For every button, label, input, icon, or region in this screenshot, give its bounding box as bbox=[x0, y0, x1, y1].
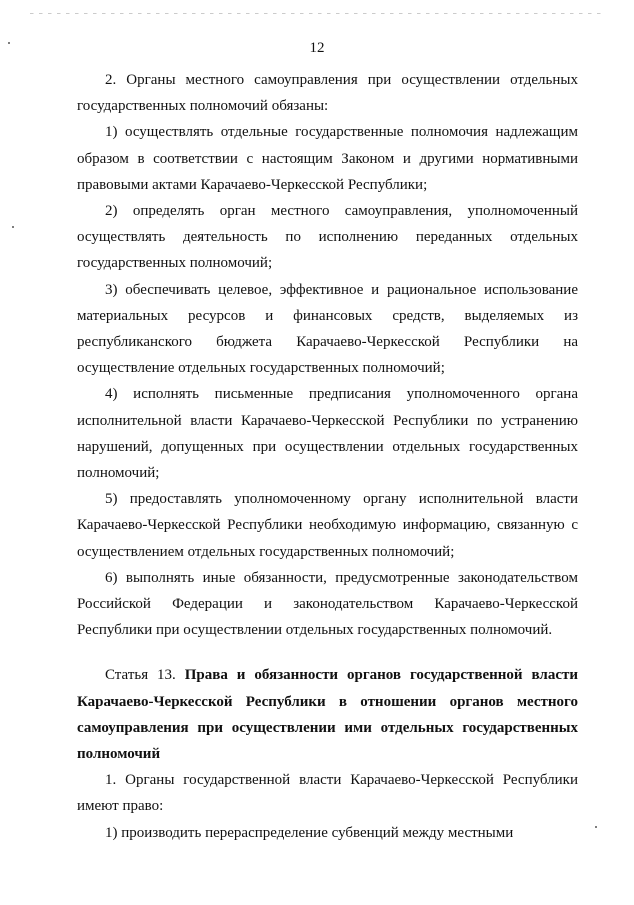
paragraph-2-obligations: 2. Органы местного самоуправления при осуществлении отдельных государственных полномочий обязаны: bbox=[77, 72, 578, 115]
paragraph-item-2: 2) определять орган местного самоуправления, уполномоченный осуществлять деятельность по исполнению переданных отдельных государственных полномочий; bbox=[77, 203, 578, 272]
article-title: Права и обязанности органов государственной власти Карачаево-Черкесской Республики в отношении органов местного самоуправления при осуществлении ими отдельных государственных полномочий bbox=[77, 667, 578, 763]
scan-speck bbox=[12, 226, 14, 228]
article-number: Статья 13. bbox=[105, 667, 176, 684]
scan-speck bbox=[595, 826, 597, 828]
paragraph-item-1: 1) осуществлять отдельные государственные полномочия надлежащим образом в соответствии с настоящим Законом и другими нормативными правовыми актами Карачаево-Черкесской Республики; bbox=[77, 124, 578, 193]
page-number: 12 bbox=[309, 40, 325, 56]
section-gap bbox=[77, 643, 578, 662]
article-heading bbox=[77, 662, 578, 767]
document-body bbox=[77, 67, 578, 846]
scan-edge-artifact bbox=[30, 13, 604, 14]
article-paragraph-1: 1. Органы государственной власти Карачаево-Черкесской Республики имеют право: bbox=[77, 772, 578, 815]
article-item-1: 1) производить перераспределение субвенций между местными bbox=[105, 824, 514, 841]
paragraph-item-3: 3) обеспечивать целевое, эффективное и рациональное использование материальных ресурсов и финансовых средств, выделяемых из республиканского бюджета Карачаево-Черкесской Республики на осуществление отдельных государственных полномочий; bbox=[77, 281, 578, 377]
paragraph-item-4: 4) исполнять письменные предписания уполномоченного органа исполнительной власти Карачаево-Черкесской Республики по устранению нарушений, допущенных при осуществлении отдельных государственных полномочий; bbox=[77, 386, 578, 482]
paragraph-item-6: 6) выполнять иные обязанности, предусмотренные законодательством Российской Федерации и законодательством Карачаево-Черкесской Республики при осуществлении отдельных государственных полномочий. bbox=[77, 569, 578, 639]
paragraph-item-5: 5) предоставлять уполномоченному органу исполнительной власти Карачаево-Черкесской Республики необходимую информацию, связанную с осуществлением отдельных государственных полномочий; bbox=[77, 491, 578, 560]
